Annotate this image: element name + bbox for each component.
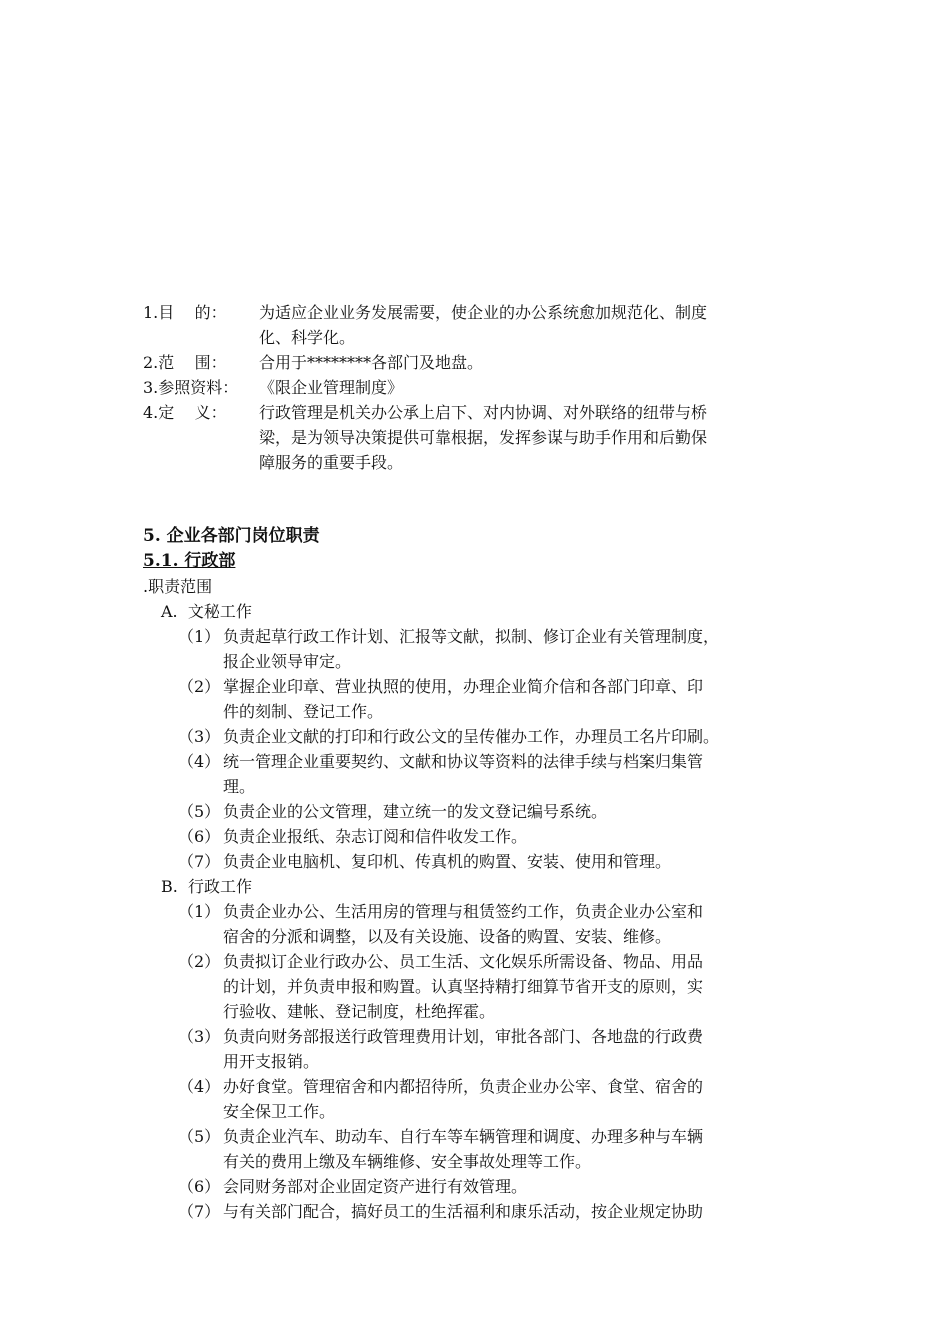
item-line: 负责企业办公、生活用房的管理与租赁签约工作，负责企业办公室和 — [223, 902, 704, 921]
item-line: 安全保卫工作。 — [223, 1102, 336, 1121]
item-number: （7） — [178, 1202, 221, 1221]
section-heading-5-1: 5.1. 行政部 — [143, 551, 236, 571]
item-line: 理。 — [223, 777, 256, 796]
item-line: 的计划，并负责申报和购置。认真坚持精打细算节省开支的原则，实 — [223, 977, 704, 996]
item-number: （6） — [178, 827, 221, 846]
item-number: （1） — [178, 902, 221, 921]
definition-label: 4.定 义： — [143, 403, 227, 422]
item-line: 负责拟订企业行政办公、员工生活、文化娱乐所需设备、物品、用品 — [223, 952, 704, 971]
item-number: （2） — [178, 952, 221, 971]
item-line: 负责企业电脑机、复印机、传真机的购置、安装、使用和管理。 — [223, 852, 672, 871]
definition-label: 1.目 的： — [143, 303, 227, 322]
definition-text-cont: 障服务的重要手段。 — [259, 453, 404, 472]
item-line: 掌握企业印章、营业执照的使用，办理企业简介信和各部门印章、印 — [223, 677, 704, 696]
item-line: 有关的费用上缴及车辆维修、安全事故处理等工作。 — [223, 1152, 592, 1171]
item-line: 件的刻制、登记工作。 — [223, 702, 384, 721]
item-number: （3） — [178, 1027, 221, 1046]
item-line: 会同财务部对企业固定资产进行有效管理。 — [223, 1177, 528, 1196]
item-number: （5） — [178, 802, 221, 821]
item-line: 宿舍的分派和调整，以及有关设施、设备的购置、安装、维修。 — [223, 927, 672, 946]
definition-text: 行政管理是机关办公承上启下、对内协调、对外联络的纽带与桥 — [259, 403, 708, 422]
item-number: （1） — [178, 627, 221, 646]
item-line: 负责起草行政工作计划、汇报等文献，拟制、修订企业有关管理制度， — [223, 627, 720, 646]
item-number: （3） — [178, 727, 221, 746]
item-line: 行验收、建帐、登记制度，杜绝挥霍。 — [223, 1002, 496, 1021]
definition-text: 合用于********各部门及地盘。 — [259, 353, 484, 372]
subsection-b-title: B. 行政工作 — [161, 877, 253, 896]
definition-text: 《限企业管理制度》 — [259, 378, 404, 397]
item-line: 报企业领导审定。 — [223, 652, 352, 671]
item-number: （6） — [178, 1177, 221, 1196]
item-line: 负责企业汽车、助动车、自行车等车辆管理和调度、办理多种与车辆 — [223, 1127, 704, 1146]
item-number: （4） — [178, 752, 221, 771]
item-number: （5） — [178, 1127, 221, 1146]
definition-label: 3.参照资料： — [143, 378, 239, 397]
definition-text: 为适应企业业务发展需要，使企业的办公系统愈加规范化、制度 — [259, 303, 708, 322]
subsection-a-title: A. 文秘工作 — [161, 602, 252, 621]
item-line: 办好食堂。管理宿舍和内都招待所，负责企业办公宰、食堂、宿舍的 — [223, 1077, 704, 1096]
responsibility-scope-label: .职责范围 — [143, 577, 213, 596]
item-line: 负责企业的公文管理，建立统一的发文登记编号系统。 — [223, 802, 608, 821]
definition-text-cont: 化、科学化。 — [259, 328, 356, 347]
item-line: 负责向财务部报送行政管理费用计划，审批各部门、各地盘的行政费 — [223, 1027, 704, 1046]
item-line: 用开支报销。 — [223, 1052, 320, 1071]
item-line: 统一管理企业重要契约、文献和协议等资料的法律手续与档案归集管 — [223, 752, 704, 771]
item-number: （4） — [178, 1077, 221, 1096]
item-line: 与有关部门配合，搞好员工的生活福利和康乐活动，按企业规定协助 — [223, 1202, 704, 1221]
item-number: （2） — [178, 677, 221, 696]
item-line: 负责企业报纸、杂志订阅和信件收发工作。 — [223, 827, 528, 846]
item-number: （7） — [178, 852, 221, 871]
section-heading-5: 5. 企业各部门岗位职责 — [143, 526, 320, 546]
item-line: 负责企业文献的打印和行政公文的呈传催办工作，办理员工名片印刷。 — [223, 727, 720, 746]
definition-label: 2.范 围： — [143, 353, 227, 372]
definition-text-cont: 梁，是为领导决策提供可靠根据，发挥参谋与助手作用和后勤保 — [259, 428, 708, 447]
